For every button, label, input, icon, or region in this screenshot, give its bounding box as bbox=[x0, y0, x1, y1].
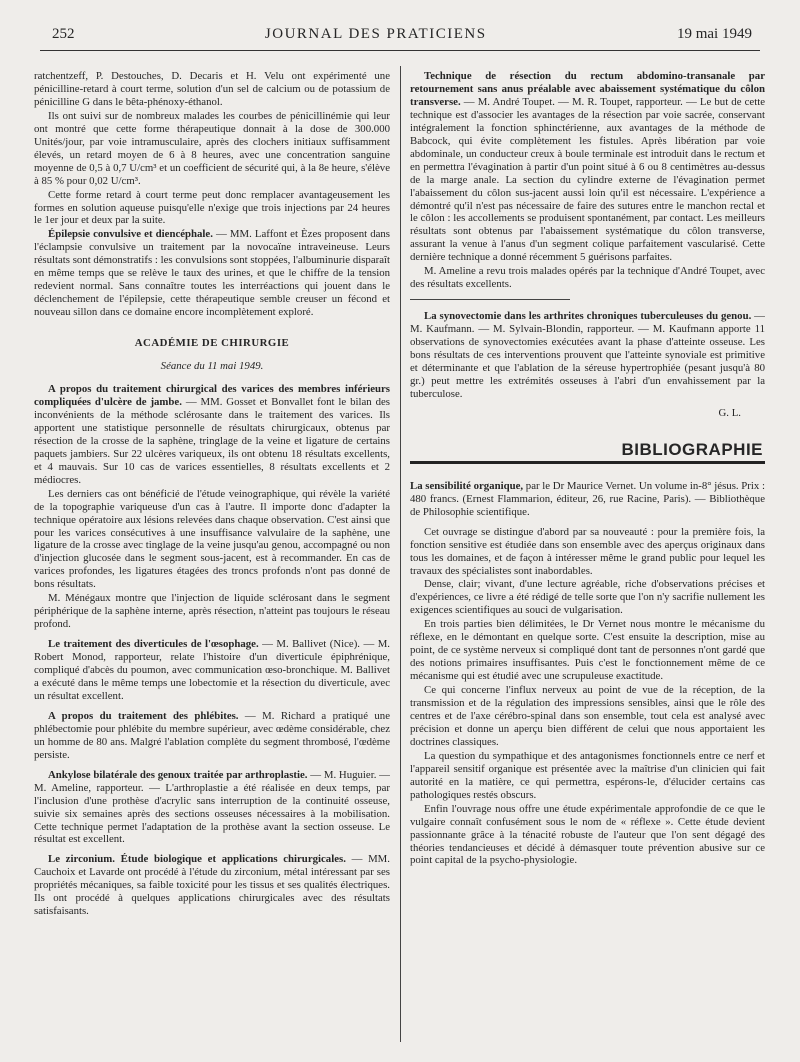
paragraph: ratchentzeff, P. Destouches, D. Decaris et H. Velu ont expérimenté une pénicilline-retard à court terme, solution d'un sel de calcium ou de potassium de pénicilline G dans le bêta-phénoxy-éthanol. bbox=[34, 70, 390, 108]
journal-title: JOURNAL DES PRATICIENS bbox=[264, 26, 487, 42]
column-divider bbox=[400, 66, 401, 1042]
book-reference bbox=[410, 480, 765, 519]
article-epilepsie bbox=[34, 228, 390, 319]
paragraph: En trois parties bien délimitées, le Dr Vernet nous montre le mécanisme du réflexe, en le démontant en quelque sorte. C'est ensuite la description, mise au point, de ce système nerveux si compliqué dont tant de personnes n'ont gardé que des notions primaires insuffisantes. Puis c'est le fonctionnement même de ce mécanisme qui est étudié avec une scrupuleuse exactitude. bbox=[410, 618, 765, 683]
article-zirconium bbox=[34, 853, 390, 918]
article-title: Le traitement des diverticules de l'œsophage. bbox=[48, 638, 259, 651]
article-body: — MM. Cauchoix et Lavarde ont procédé à l'étude du zirconium, métal intéressant par ses propriétés mécaniques, sa faible toxicité pour les tissus et ses qualités électriques. Ils ont procédé à quelques applications chirurgicales avec des résultats satisfaisants. bbox=[34, 853, 390, 918]
paragraph: M. Ameline a revu trois malades opérés par la technique d'André Toupet, avec des résultats excellents. bbox=[410, 265, 765, 291]
left-column bbox=[34, 70, 390, 919]
article-title: Technique de résection du rectum abdomino-transanale par retournement sans anus préalable avec abaissement systématique du côlon transverse. bbox=[410, 70, 765, 108]
article-body: — M. Kaufmann. — M. Sylvain-Blondin, rapporteur. — M. Kaufmann apporte 11 observations de synovectomies exécutées avant la phase d'atteinte osseuse. Les bons résultats de ces interventions prouvent que l'atteinte synoviale est primitive et déterminante et que l'ablation de la séreuse hypertrophiée (pesant jusqu'à 80 gr.) peut mettre les extrémités osseuses à l'abri d'un envahissement par la tuberculose. bbox=[410, 310, 765, 400]
article-diverticules bbox=[34, 638, 390, 703]
paragraph: Ce qui concerne l'influx nerveux au point de vue de la réception, de la transmission et de la régulation des impressions sensibles, ainsi que le rôle des centres et de l'axe cérébro-spinal dans son ensemble, tout cela est analysé avec précision et donne un aperçu bien différent de celui que nous apportaient les doctrines classiques. bbox=[410, 684, 765, 748]
paragraph: La question du sympathique et des antagonismes fonctionnels entre ce nerf et l'appareil sensitif organique est présentée avec la maîtrise d'un clinicien qui fait autorité en la matière, ce qui permettra, espérons-le, d'élucider certains cas pathologiques restés obscurs. bbox=[410, 749, 765, 801]
author-signature: G. L. bbox=[718, 406, 741, 419]
page-header bbox=[52, 26, 752, 48]
article-title: A propos du traitement des phlébites. bbox=[48, 709, 239, 722]
article-title: A propos du traitement chirurgical des varices des membres inférieurs compliquées d'ulcère de jambe. bbox=[34, 383, 390, 408]
session-date: Séance du 11 mai 1949. bbox=[160, 360, 264, 373]
article-title: Ankylose bilatérale des genoux traitée par arthroplastie. bbox=[48, 768, 308, 781]
separator-rule bbox=[410, 299, 570, 300]
article-title: Le zirconium. Étude biologique et applications chirurgicales. bbox=[48, 853, 346, 866]
paragraph: Enfin l'ouvrage nous offre une étude expérimentale approfondie de ce que le vulgaire connaît confusément sous le nom de « réflexe ». Cette étude devient passionnante grâce à la ténacité robuste de l'auteur que l'on sent dégagé des théories tendancieuses et décidé à démasquer toute prévention abusive sur ce point capital de la psycho-physiologie. bbox=[410, 802, 765, 867]
paragraph: Cet ouvrage se distingue d'abord par sa nouveauté : pour la première fois, la fonction sensitive est étudiée dans son ensemble avec des aperçus originaux dans tous les domaines, et de façon à intéresser même le grand public pour lequel les travaux des spécialistes sont inabordables. bbox=[410, 525, 765, 577]
article-body: — M. Richard a pratiqué une phlébectomie pour phlébite du membre supérieur, avec œdème considérable, chez un homme de 80 ans. Malgré l'ablation complète du segment thrombosé, l'œdème persiste. bbox=[34, 709, 390, 761]
bibliographie-rule bbox=[410, 461, 765, 464]
paragraph: Dense, clair; vivant, d'une lecture agréable, riche d'observations précises et d'expériences, ce livre a été rédigé de telle sorte que l'on n'y sacrifie nullement les exigences scientifiques au souci de vulgarisation. bbox=[410, 578, 765, 617]
article-body: — M. Ballivet (Nice). — M. Robert Monod, rapporteur, relate l'histoire d'un diverticule épiphrénique, compliqué d'abcès du poumon, avec communication œso-bronchique. M. Ballivet a exécuté dans le même temps une lobectomie et la résection du diverticule, avec un résultat excellent. bbox=[34, 638, 390, 702]
page-number: 252 bbox=[52, 26, 75, 42]
book-details: par le Dr Maurice Vernet. Un volume in-8° jésus. Prix : 480 francs. (Ernest Flammarion, éditeur, 26, rue Racine, Paris). — Bibliothèque de Philosophie scientifique. bbox=[410, 479, 765, 518]
article-title: Épilepsie convulsive et diencéphale. bbox=[48, 228, 213, 241]
paragraph: Cette forme retard à court terme peut donc remplacer avantageusement les formes en solution aqueuse puisqu'elle n'exige que trois injections par 24 heures le 1er jour et deux par la suite. bbox=[34, 188, 390, 227]
article-synovectomie bbox=[410, 310, 765, 401]
paragraph: Les derniers cas ont bénéficié de l'étude veinographique, qui révèle la variété de la topographie variqueuse d'un cas à l'autre. Il importe donc d'adapter la technique opératoire aux lésions relevées dans chaque observation. C'est ainsi que pour les varices consécutives à une insuffisance valvulaire de la saphène, une ligature de la crosse avec tinglage de la veine jusqu'au genou, accompagné ou non d'injection glucosée dans le segment sous-jacent, est à recommander. En cas de varices profondes, les ligatures étagées des troncs profonds n'ont pas donné de bons résultats. bbox=[34, 487, 390, 591]
article-body: — MM. Laffont et Èzes proposent dans l'éclampsie convulsive un traitement par la novocaïne intraveineuse. Leurs résultats sont démonstratifs : les convulsions sont stoppées, l'albuminurie disparaît en même temps que se relève le taux des urines, et que le chiffre de la tension redevient normal. Sans connaître toutes les interréactions qui jouent dans le déclenchement de l'épilepsie, cette thérapeutique semble creuser un fécond et nouveau sillon dans ce domaine encore incomplètement exploré. bbox=[34, 228, 390, 319]
book-title: La sensibilité organique, bbox=[410, 479, 524, 492]
article-rectum bbox=[410, 70, 765, 264]
paragraph: Ils ont suivi sur de nombreux malades les courbes de pénicillinémie qui leur ont montré que cette forme thérapeutique donnait à la dose de 300.000 Unités/jour, par voie intramusculaire, après des clochers initiaux suffisamment élevés, un retard moyen de 6 à 8 heures, avec une concentration sanguine moyenne de 0,5 à 0,7 U/cm³ et un coefficient de sécurité qui, à la 8e heure, s'élève à 85 % pour 0,02 U/cm³. bbox=[34, 109, 390, 187]
right-column bbox=[410, 70, 765, 868]
article-body: — M. Huguier. — M. Ameline, rapporteur. — L'arthroplastie a été réalisée en deux temps, par l'inclusion d'une prothèse d'acrylic sans interruption de la continuité osseuse, suivie six semaines après des sections osseuses nécessaires à la mobilisation. Cette technique permet l'adaptation de la prothèse avant la section osseuse. Le résultat est excellent. bbox=[34, 768, 390, 846]
article-body: — MM. Gosset et Bonvallet font le bilan des inconvénients de la méthode sclérosante dans le traitement des varices. Ils apportent une statistique personnelle de résultats chirurgicaux, obtenus par résection de la crosse de la saphène, tringlage de la veine et ligature de certains paquets jambiers. Sur 22 ulcères variqueux, ils ont obtenu 18 résultats excellents, et 4 mauvais. Sur 10 cas de varices essentielles, 8 résultats excellents et 2 médiocres. bbox=[34, 395, 390, 486]
article-title: La synovectomie dans les arthrites chroniques tuberculeuses du genou. bbox=[424, 310, 752, 323]
bibliographie-heading: BIBLIOGRAPHIE bbox=[621, 439, 763, 459]
article-body: — M. André Toupet. — M. R. Toupet, rapporteur. — Le but de cette technique est d'associer les avantages de la résection par voie sacrée, conservant intégralement la fonction sphinctérienne, aux avantages de la méthode de Babcock, qui évite complètement les fistules. Après libération par voie abdominale, un conducteur creux à boule terminale est introduit dans le rectum et en permettra l'évagination à partir d'un point situé à 6 ou 8 centimètres au-dessus de la marge anale. La section du cylindre externe de l'évagination permet l'abaissement du côlon sus-jacent aussi loin qu'il est nécessaire. L'expérience a démontré qu'il n'est pas nécessaire de faire des sutures entre le manchon rectal et le côlon : les accollements se produisent spontanément, par contact. Les meilleurs résultats sont obtenus par l'abaissement systématique du côlon transverse, assurant la venue à l'anus d'un segment colique parfaitement vascularisé. Cette dernière technique a donné récemment 5 guérisons parfaites. bbox=[410, 95, 765, 264]
paragraph: M. Ménégaux montre que l'injection de liquide sclérosant dans le segment périphérique de la saphène interne, après résection, n'atteint pas toujours le réseau profond. bbox=[34, 592, 390, 631]
article-ankylose bbox=[34, 769, 390, 847]
article-phlebites bbox=[34, 710, 390, 762]
issue-date: 19 mai 1949 bbox=[676, 26, 752, 42]
section-heading: ACADÉMIE DE CHIRURGIE bbox=[134, 337, 290, 350]
article-varices bbox=[34, 383, 390, 487]
header-rule bbox=[40, 50, 760, 51]
